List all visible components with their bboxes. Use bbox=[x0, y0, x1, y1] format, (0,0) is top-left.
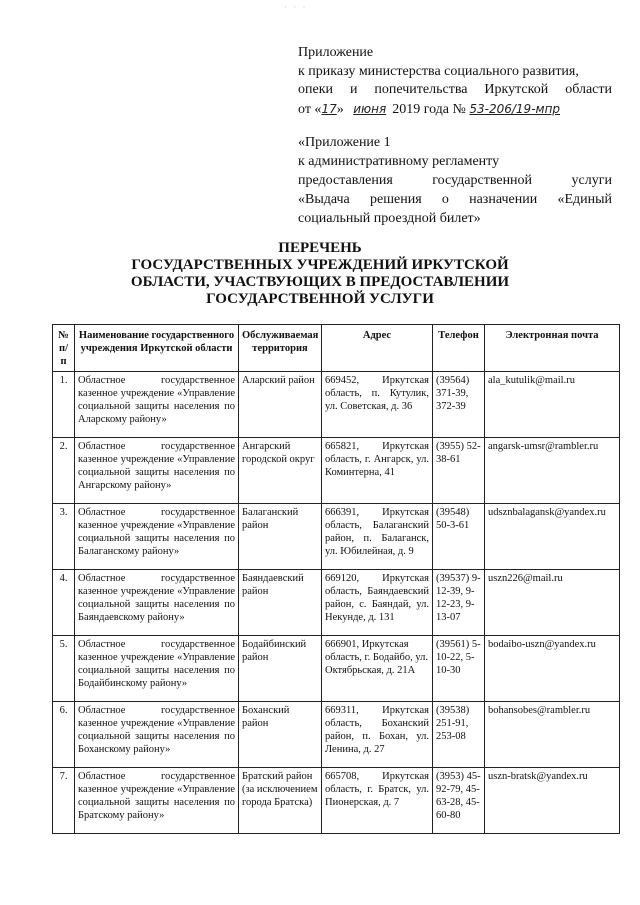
regulation-line-1: «Приложение 1 bbox=[298, 135, 391, 150]
territory: Аларский район bbox=[239, 372, 322, 438]
date-month: июня bbox=[353, 101, 387, 116]
row-number: 3. bbox=[53, 504, 75, 570]
regulation-line-4: «Выдача решения о назначении «Единый bbox=[298, 192, 612, 207]
header-address: Адрес bbox=[322, 325, 433, 372]
email: bohansobes@rambler.ru bbox=[485, 702, 620, 768]
institution-name: Областное государственное казенное учреждение «Управление социальной защиты населения по Аларскому району» bbox=[75, 372, 239, 438]
title-line-1: ПЕРЕЧЕНЬ bbox=[278, 240, 362, 256]
title-line-2: ГОСУДАРСТВЕННЫХ УЧРЕЖДЕНИЙ ИРКУТСКОЙ bbox=[131, 257, 509, 273]
address: 666391, Иркутская область, Балаганский район, п. Балаганск, ул. Юбилейная, д. 9 bbox=[322, 504, 433, 570]
table-header-row bbox=[53, 325, 620, 372]
appendix-line-3: опеки и попечительства Иркутской области bbox=[298, 82, 612, 97]
table-row bbox=[53, 702, 620, 768]
institution-name: Областное государственное казенное учреждение «Управление социальной защиты населения по Ангарскому району» bbox=[75, 438, 239, 504]
row-number: 1. bbox=[53, 372, 75, 438]
table-row bbox=[53, 372, 620, 438]
date-mid: » bbox=[336, 101, 344, 117]
regulation-line-3: предоставления государственной услуги bbox=[298, 173, 612, 188]
territory: Бодайбинский район bbox=[239, 636, 322, 702]
territory: Баяндаевский район bbox=[239, 570, 322, 636]
row-number: 4. bbox=[53, 570, 75, 636]
header-name: Наименование государственного учреждения Иркутской области bbox=[75, 325, 239, 372]
row-number: 5. bbox=[53, 636, 75, 702]
phone: (3953) 45-92-79, 45-63-28, 45-60-80 bbox=[433, 768, 485, 834]
document-title bbox=[60, 240, 580, 308]
date-year: 2019 года № bbox=[392, 101, 466, 117]
address: 669311, Иркутская область, Боханский район, п. Бохан, ул. Ленина, д. 27 bbox=[322, 702, 433, 768]
phone: (39548) 50-3-61 bbox=[433, 504, 485, 570]
appendix-date-line bbox=[298, 100, 612, 120]
address: 666901, Иркутская область, г. Бодайбо, ул. Октябрьская, д. 21А bbox=[322, 636, 433, 702]
header-number: № п/п bbox=[53, 325, 75, 372]
email: uszn226@mail.ru bbox=[485, 570, 620, 636]
date-day: 17 bbox=[321, 101, 337, 116]
territory: Боханский район bbox=[239, 702, 322, 768]
regulation-block bbox=[298, 133, 612, 228]
phone: (39538) 251-91, 253-08 bbox=[433, 702, 485, 768]
appendix-header bbox=[298, 44, 612, 119]
address: 669120, Иркутская область, Баяндаевский район, с. Баяндай, ул. Некунде, д. 131 bbox=[322, 570, 433, 636]
address: 665708, Иркутская область, г. Братск, ул. Пионерская, д. 7 bbox=[322, 768, 433, 834]
scan-artifact: · · · bbox=[284, 2, 308, 12]
phone: (39537) 9-12-39, 9-12-23, 9-13-07 bbox=[433, 570, 485, 636]
institution-name: Областное государственное казенное учреждение «Управление социальной защиты населения по Баяндаевскому району» bbox=[75, 570, 239, 636]
header-phone: Телефон bbox=[433, 325, 485, 372]
row-number: 2. bbox=[53, 438, 75, 504]
order-number: 53-206/19-мпр bbox=[469, 101, 561, 116]
phone: (39561) 5-10-22, 5-10-30 bbox=[433, 636, 485, 702]
phone: (3955) 52-38-61 bbox=[433, 438, 485, 504]
regulation-line-2: к административному регламенту bbox=[298, 154, 500, 169]
email: udsznbalagansk@yandex.ru bbox=[485, 504, 620, 570]
table-row bbox=[53, 768, 620, 834]
territory: Ангарский городской округ bbox=[239, 438, 322, 504]
institution-name: Областное государственное казенное учреждение «Управление социальной защиты населения по Братскому району» bbox=[75, 768, 239, 834]
regulation-line-5: социальный проездной билет» bbox=[298, 211, 481, 226]
address: 669452, Иркутская область, п. Кутулик, ул. Советская, д. 36 bbox=[322, 372, 433, 438]
row-number: 7. bbox=[53, 768, 75, 834]
institution-name: Областное государственное казенное учреждение «Управление социальной защиты населения по Балаганскому району» bbox=[75, 504, 239, 570]
appendix-line-2: к приказу министерства социального развития, bbox=[298, 63, 579, 79]
header-email: Электронная почта bbox=[485, 325, 620, 372]
institutions-table bbox=[52, 324, 620, 834]
table-row bbox=[53, 570, 620, 636]
address: 665821, Иркутская область, г. Ангарск, ул. Коминтерна, 41 bbox=[322, 438, 433, 504]
phone: (39564) 371-39, 372-39 bbox=[433, 372, 485, 438]
institution-name: Областное государственное казенное учреждение «Управление социальной защиты населения по Бодайбинскому району» bbox=[75, 636, 239, 702]
table-row bbox=[53, 438, 620, 504]
date-prefix: от « bbox=[298, 101, 322, 117]
row-number: 6. bbox=[53, 702, 75, 768]
header-territory: Обслуживаемая территория bbox=[239, 325, 322, 372]
table-row bbox=[53, 504, 620, 570]
territory: Балаганский район bbox=[239, 504, 322, 570]
email: uszn-bratsk@yandex.ru bbox=[485, 768, 620, 834]
appendix-line-1: Приложение bbox=[298, 45, 374, 60]
email: angarsk-umsr@rambler.ru bbox=[485, 438, 620, 504]
title-line-3: ОБЛАСТИ, УЧАСТВУЮЩИХ В ПРЕДОСТАВЛЕНИИ bbox=[130, 274, 510, 290]
email: bodaibo-uszn@yandex.ru bbox=[485, 636, 620, 702]
email: ala_kutulik@mail.ru bbox=[485, 372, 620, 438]
table-row bbox=[53, 636, 620, 702]
territory: Братский район (за исключением города Братска) bbox=[239, 768, 322, 834]
institution-name: Областное государственное казенное учреждение «Управление социальной защиты населения по Боханскому району» bbox=[75, 702, 239, 768]
title-line-4: ГОСУДАРСТВЕННОЙ УСЛУГИ bbox=[206, 291, 434, 307]
